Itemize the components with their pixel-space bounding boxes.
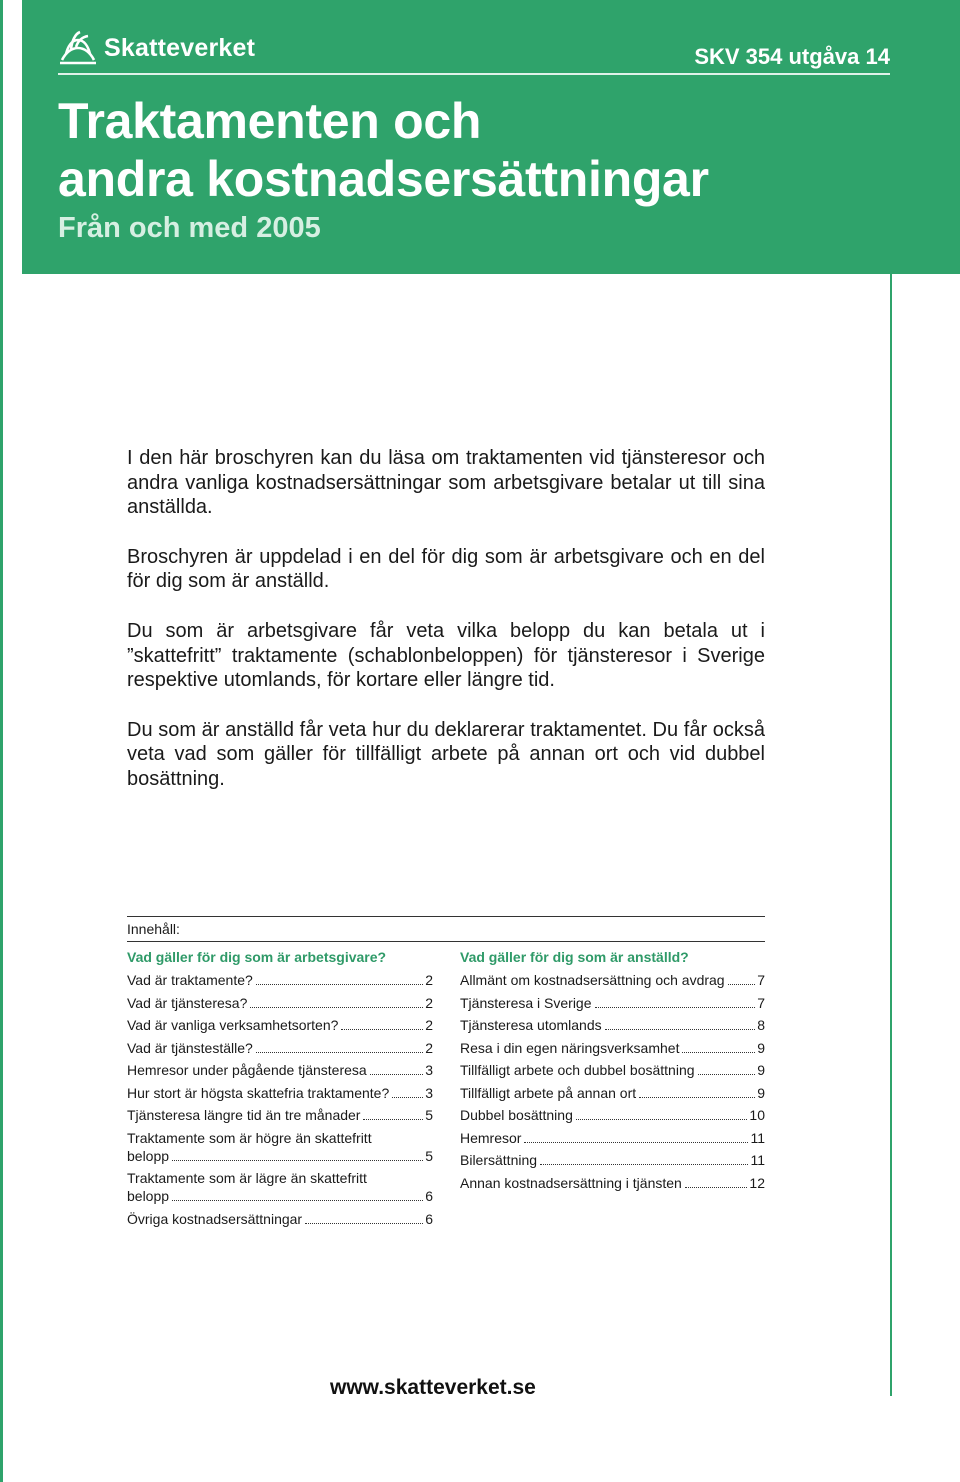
toc-entry[interactable]: Resa i din egen näringsverksamhet 9 (460, 1039, 765, 1056)
toc-entry[interactable]: Vad är traktamente? 2 (127, 972, 433, 988)
toc-entry[interactable]: Traktamente som är högre än skattefritt belopp 5 (127, 1129, 433, 1164)
toc-entry[interactable]: Traktamente som är lägre än skattefritt belopp 6 (127, 1170, 433, 1204)
right-accent-rule (890, 274, 892, 1396)
table-of-contents (127, 916, 765, 1232)
toc-entry[interactable]: Hemresor 11 (460, 1129, 765, 1146)
skatteverket-crown-icon (58, 30, 98, 66)
toc-entry[interactable]: Övriga kostnadsersättningar 6 (127, 1210, 433, 1227)
intro-paragraph-2: Broschyren är uppdelad i en del för dig som är arbetsgivare och en del för dig som är anställd. (127, 545, 765, 593)
toc-entry[interactable]: Hemresor under pågående tjänsteresa 3 (127, 1062, 433, 1078)
toc-entry[interactable]: Vad är tjänsteställe? 2 (127, 1039, 433, 1056)
toc-entry[interactable]: Tjänsteresa i Sverige 7 (460, 994, 765, 1011)
toc-entry[interactable]: Tjänsteresa utomlands 8 (460, 1017, 765, 1033)
title-line-1: Traktamenten och (58, 93, 482, 149)
toc-heading: Innehåll: (127, 921, 180, 937)
title-line-2: andra kostnadsersättningar (58, 151, 709, 207)
toc-section-title-employee: Vad gäller för dig som är anställd? (460, 949, 689, 965)
toc-entry[interactable]: Hur stort är högsta skattefria traktamente? 3 (127, 1084, 433, 1101)
toc-section-title-employer: Vad gäller för dig som är arbetsgivare? (127, 949, 387, 965)
toc-entry[interactable]: Bilersättning 11 (460, 1152, 765, 1168)
toc-column-employer (127, 949, 433, 1232)
toc-entry[interactable]: Dubbel bosättning 10 (460, 1107, 765, 1123)
intro-paragraph-1: I den här broschyren kan du läsa om traktamenten vid tjänsteresor och andra vanliga kostnadsersättningar som arbetsgivare betalar ut till sina anställda. (127, 447, 765, 519)
brand-logo (58, 28, 255, 68)
publication-code: SKV 354 utgåva 14 (694, 44, 890, 69)
page-subtitle: Från och med 2005 (58, 212, 321, 244)
cover-header (22, 0, 960, 274)
toc-entry[interactable]: Annan kostnadsersättning i tjänsten 12 (460, 1174, 765, 1191)
brand-name: Skatteverket (104, 33, 256, 62)
toc-entry[interactable]: Tillfälligt arbete och dubbel bosättning 9 (460, 1062, 765, 1078)
website-link[interactable]: www.skatteverket.se (330, 1376, 536, 1399)
toc-heading-rule (127, 941, 765, 942)
left-accent-rule (0, 0, 3, 1482)
intro-paragraph-3: Du som är arbetsgivare får veta vilka belopp du kan betala ut i ”skattefritt” traktamente (schablonbeloppen) för tjänsteresor i Sverige respektive utomlands, för kortare eller längre tid. (127, 619, 765, 692)
toc-entry[interactable]: Allmänt om kostnadsersättning och avdrag 7 (460, 972, 765, 988)
intro-text (127, 446, 765, 817)
toc-entry[interactable]: Tjänsteresa längre tid än tre månader 5 (127, 1107, 433, 1123)
intro-paragraph-4: Du som är anställd får veta hur du deklarerar traktamentet. Du får också veta vad som gäller för tillfälligt arbete på annan ort och vid dubbel bosättning. (127, 718, 765, 790)
toc-entry[interactable]: Vad är vanliga verksamhetsorten? 2 (127, 1017, 433, 1033)
toc-entry[interactable]: Tillfälligt arbete på annan ort 9 (460, 1084, 765, 1101)
header-divider (58, 73, 890, 75)
toc-column-employee (460, 949, 765, 1232)
page-title (58, 92, 709, 208)
toc-entry[interactable]: Vad är tjänsteresa? 2 (127, 994, 433, 1011)
